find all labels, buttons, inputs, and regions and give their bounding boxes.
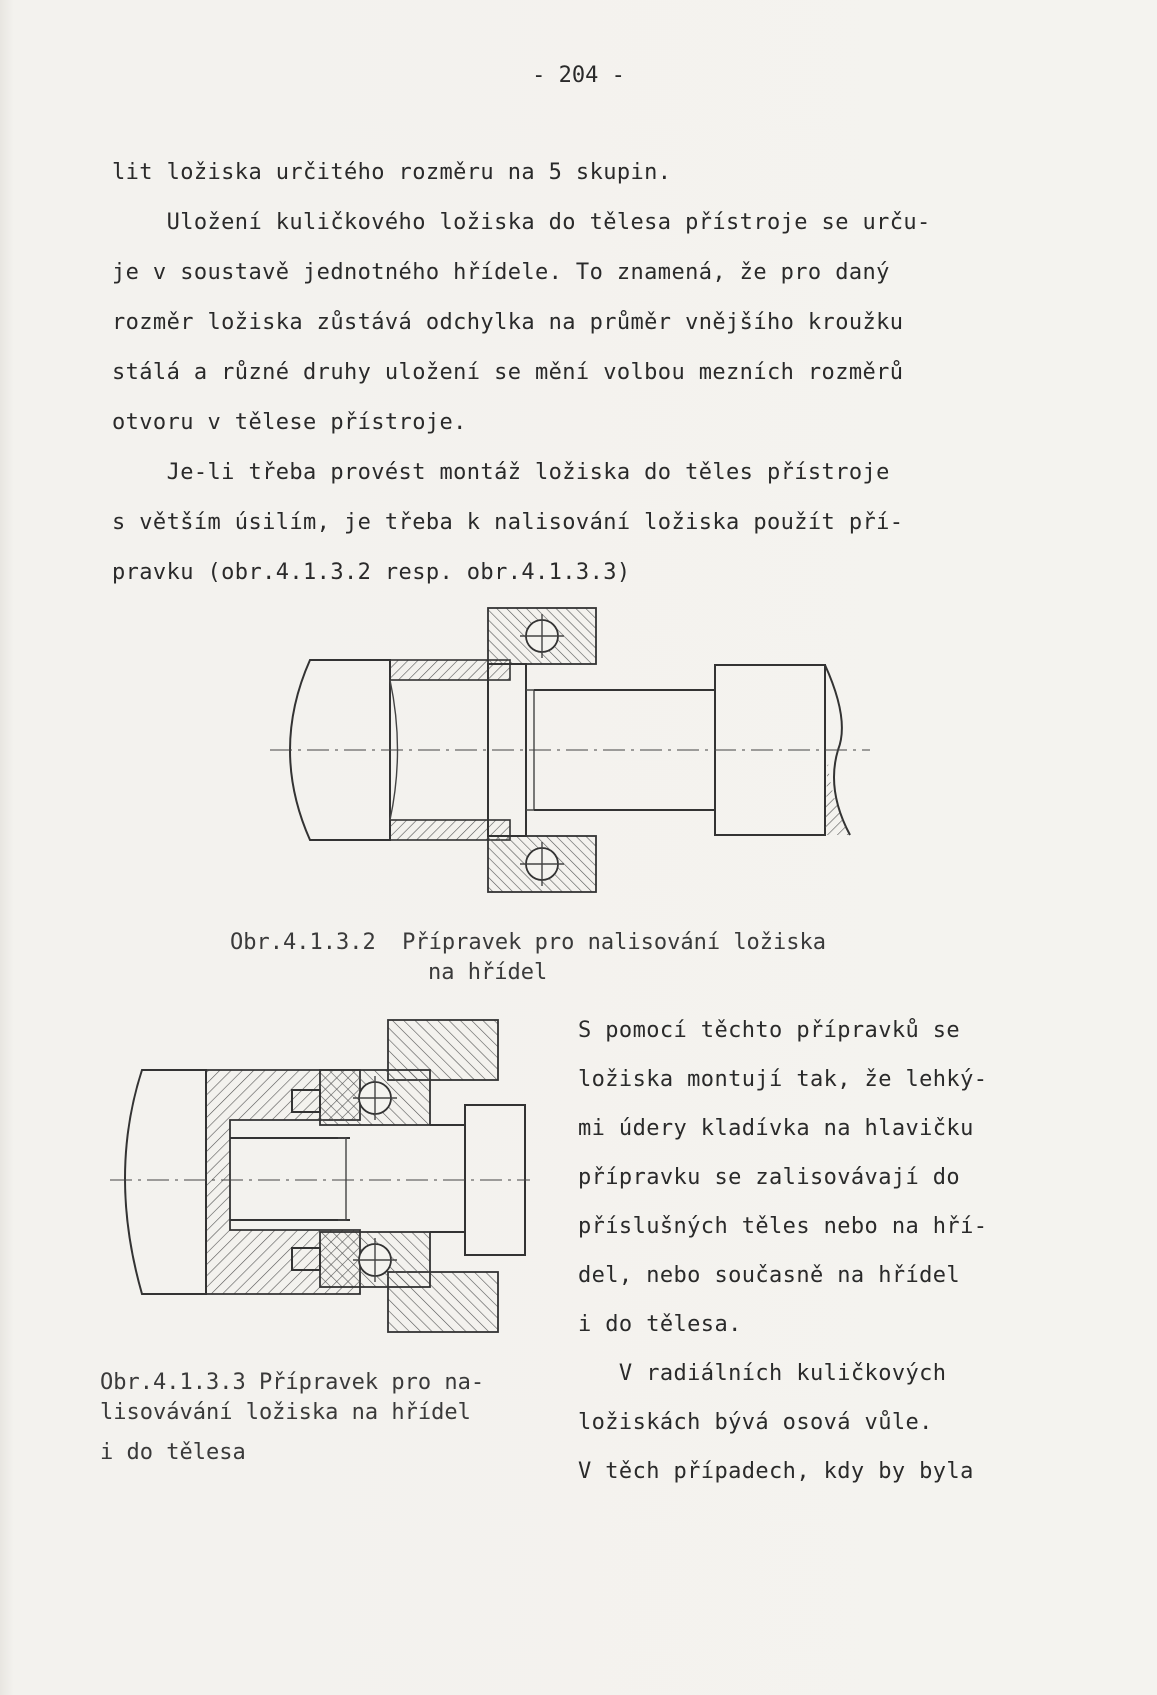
figure-1-drawing <box>270 600 880 900</box>
side-line-3: mi údery kladívka na hlavičku <box>578 1116 974 1141</box>
body-line-8: s větším úsilím, je třeba k nalisování ložiska použít pří- <box>112 510 904 535</box>
side-line-9: ložiskách bývá osová vůle. <box>578 1410 933 1435</box>
side-line-8: V radiálních kuličkových <box>578 1361 947 1386</box>
figure-2-caption-line-1: Obr.4.1.3.3 Přípravek pro na- <box>100 1370 485 1395</box>
side-line-6: del, nebo současně na hřídel <box>578 1263 961 1288</box>
side-line-1: S pomocí těchto přípravků se <box>578 1018 961 1043</box>
figure-1-caption-line-1: Obr.4.1.3.2 Přípravek pro nalisování ložiska <box>230 930 827 955</box>
side-line-5: příslušných těles nebo na hří- <box>578 1214 988 1239</box>
body-line-3: je v soustavě jednotného hřídele. To znamená, že pro daný <box>112 260 890 285</box>
body-line-9: pravku (obr.4.1.3.2 resp. obr.4.1.3.3) <box>112 560 631 585</box>
body-line-1: lit ložiska určitého rozměru na 5 skupin. <box>112 160 672 185</box>
side-line-7: i do tělesa. <box>578 1312 742 1337</box>
body-line-5: stálá a různé druhy uložení se mění volbou mezních rozměrů <box>112 360 904 385</box>
body-line-6: otvoru v tělese přístroje. <box>112 410 467 435</box>
figure-1-caption-line-2: na hřídel <box>428 960 548 985</box>
figure-2-caption-line-2: lisovávání ložiska na hřídel <box>100 1400 471 1425</box>
body-line-4: rozměr ložiska zůstává odchylka na průměr vnějšího kroužku <box>112 310 904 335</box>
page-number: - 204 - <box>532 63 625 88</box>
side-line-10: V těch případech, kdy by byla <box>578 1459 974 1484</box>
side-line-2: ložiska montují tak, že lehký- <box>578 1067 988 1092</box>
body-line-7: Je-li třeba provést montáž ložiska do těles přístroje <box>112 460 890 485</box>
side-line-4: přípravku se zalisovávají do <box>578 1165 961 1190</box>
figure-2-drawing <box>110 1010 540 1350</box>
body-line-2: Uložení kuličkového ložiska do tělesa přístroje se urču- <box>112 210 931 235</box>
figure-2-caption-line-3: i do tělesa <box>100 1440 246 1465</box>
